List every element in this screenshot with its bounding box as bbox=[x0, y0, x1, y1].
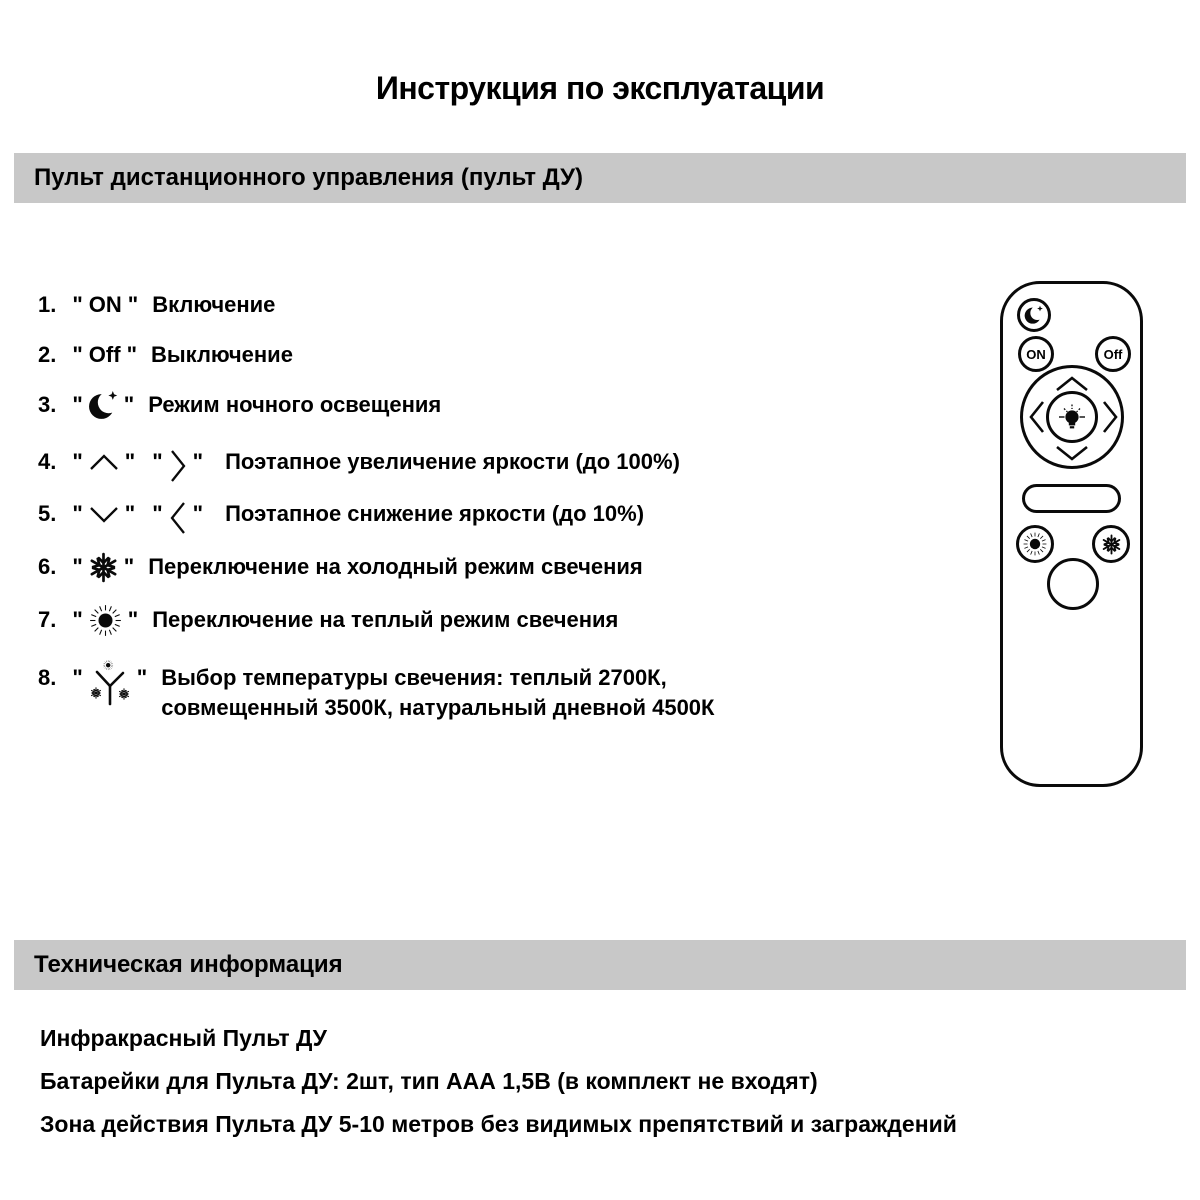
quote-mark: " bbox=[127, 607, 139, 632]
item-number: 4. bbox=[38, 449, 57, 474]
quote-mark: " bbox=[72, 342, 83, 367]
quote-mark: " bbox=[123, 554, 135, 579]
quote-mark: " bbox=[72, 392, 83, 417]
quote-mark: " bbox=[124, 501, 136, 526]
quote-mark: " bbox=[127, 292, 139, 317]
item-label: Переключение на теплый режим свечения bbox=[152, 607, 619, 632]
quote-mark: " bbox=[123, 392, 135, 417]
on-key-label: ON bbox=[88, 292, 122, 317]
list-item-on bbox=[38, 287, 275, 323]
item-label: Поэтапное снижение яркости (до 10%) bbox=[225, 501, 645, 526]
quote-mark: " bbox=[192, 501, 204, 526]
tech-info-line: Инфракрасный Пульт ДУ bbox=[40, 1025, 327, 1051]
item-number: 7. bbox=[38, 607, 57, 632]
off-button-label: Off bbox=[1103, 346, 1123, 362]
item-label: Выключение bbox=[151, 342, 293, 367]
remote-control-drawing bbox=[1000, 281, 1143, 787]
section-header-tech bbox=[14, 940, 1186, 990]
moon-icon bbox=[1024, 305, 1044, 325]
tech-info-line: Батарейки для Пульта ДУ: 2шт, тип ААА 1,5В (в комплект не входят) bbox=[40, 1068, 818, 1094]
chevron-down-icon bbox=[1054, 444, 1090, 462]
off-button bbox=[1095, 336, 1131, 372]
section-header-remote-label: Пульт дистанционного управления (пульт ДУ) bbox=[34, 164, 583, 191]
night-mode-button bbox=[1017, 298, 1051, 332]
item-number: 8. bbox=[38, 665, 57, 690]
cold-mode-button bbox=[1092, 525, 1130, 563]
quote-mark: " bbox=[72, 292, 83, 317]
quote-mark: " bbox=[192, 449, 204, 474]
moon-icon bbox=[88, 390, 119, 421]
list-item-cold-mode bbox=[38, 549, 643, 585]
snowflake-icon bbox=[1101, 534, 1122, 555]
list-item-off bbox=[38, 337, 293, 373]
quote-mark: " bbox=[72, 554, 83, 579]
chevron-down-icon bbox=[88, 505, 120, 524]
display-window bbox=[1022, 484, 1121, 513]
warm-mode-button bbox=[1016, 525, 1054, 563]
quote-mark: " bbox=[152, 449, 163, 474]
item-label-line1: Выбор температуры свечения: теплый 2700К, bbox=[161, 665, 667, 690]
quote-mark: " bbox=[72, 665, 83, 690]
quote-mark: " bbox=[72, 449, 83, 474]
item-number: 3. bbox=[38, 392, 57, 417]
list-item-night-mode bbox=[38, 387, 441, 423]
item-number: 1. bbox=[38, 292, 57, 317]
chevron-left-icon bbox=[168, 500, 188, 536]
list-item-brightness-up bbox=[38, 444, 680, 480]
item-label: Переключение на холодный режим свечения bbox=[148, 554, 643, 579]
off-key-label: Off bbox=[88, 342, 121, 367]
page-title: Инструкция по эксплуатации bbox=[375, 70, 825, 106]
item-label-line2: совмещенный 3500К, натуральный дневной 4500К bbox=[161, 695, 715, 720]
quote-mark: " bbox=[126, 342, 137, 367]
chevron-right-icon bbox=[1101, 399, 1119, 435]
list-item-warm-mode bbox=[38, 602, 618, 638]
color-temperature-icon bbox=[88, 659, 132, 706]
chevron-right-icon bbox=[168, 448, 188, 484]
on-button bbox=[1018, 336, 1054, 372]
item-number: 6. bbox=[38, 554, 57, 579]
item-label: Включение bbox=[152, 292, 276, 317]
item-number: 2. bbox=[38, 342, 57, 367]
on-button-label: ON bbox=[1026, 346, 1046, 362]
bulb-icon bbox=[1057, 403, 1087, 431]
section-header-remote bbox=[14, 153, 1186, 203]
snowflake-icon bbox=[88, 552, 119, 583]
quote-mark: " bbox=[152, 501, 163, 526]
item-label: Режим ночного освещения bbox=[148, 392, 442, 417]
round-button bbox=[1047, 558, 1099, 610]
dpad-ring bbox=[1020, 365, 1124, 469]
quote-mark: " bbox=[124, 449, 136, 474]
light-button bbox=[1046, 391, 1098, 443]
quote-mark: " bbox=[136, 665, 148, 690]
item-number: 5. bbox=[38, 501, 57, 526]
sun-icon bbox=[1022, 531, 1048, 557]
quote-mark: " bbox=[72, 501, 83, 526]
chevron-up-icon bbox=[88, 453, 120, 472]
list-item-brightness-down bbox=[38, 496, 644, 532]
sun-icon bbox=[88, 603, 123, 638]
item-label bbox=[161, 663, 714, 723]
tech-info-line: Зона действия Пульта ДУ 5-10 метров без видимых препятствий и заграждений bbox=[40, 1111, 957, 1137]
section-header-tech-label: Техническая информация bbox=[34, 951, 343, 978]
list-item-color-temperature bbox=[38, 663, 714, 723]
chevron-left-icon bbox=[1028, 399, 1046, 435]
quote-mark: " bbox=[72, 607, 83, 632]
item-label: Поэтапное увеличение яркости (до 100%) bbox=[225, 449, 680, 474]
